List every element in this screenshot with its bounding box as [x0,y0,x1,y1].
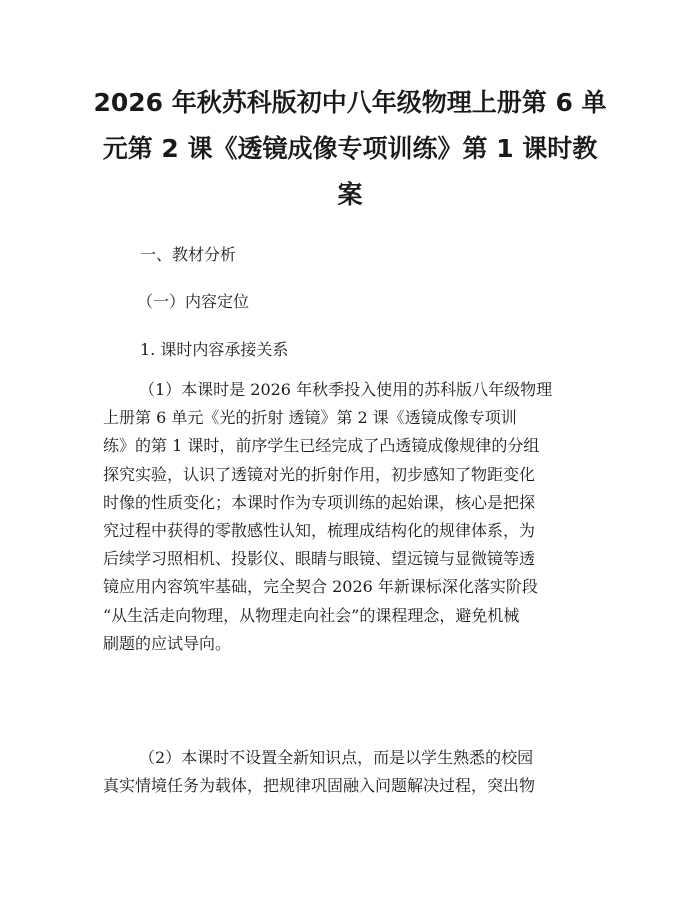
paragraph-line: 上册第 6 单元《光的折射 透镜》第 2 课《透镜成像专项训 [103,408,517,428]
paragraph-line: 刷题的应试导向。 [103,633,232,653]
paragraph-line: （1）本课时是 2026 年秋季投入使用的苏科版八年级物理 [139,380,553,399]
section-heading-1: 一、教材分析 [140,245,237,264]
paragraph-line: 后续学习照相机、投影仪、眼睛与眼镜、望远镜与显微镜等透 [103,549,536,569]
paragraph-line: 时像的性质变化；本课时作为专项训练的起始课，核心是把探 [103,492,536,512]
subsubsection-heading: 1. 课时内容承接关系 [140,340,289,359]
paragraph-line: 究过程中获得的零散感性认知，梳理成结构化的规律体系，为 [103,521,536,541]
paragraph-line: 镜应用内容筑牢基础，完全契合 2026 年新课标深化落实阶段 [103,577,538,597]
paragraph-1 [103,376,603,658]
paragraph-line: 练》的第 1 课时，前序学生已经完成了凸透镜成像规律的分组 [103,436,540,456]
title-line: 2026 年秋苏科版初中八年级物理上册第 6 单 [93,88,607,117]
paragraph-line: 真实情境任务为载体，把规律巩固融入问题解决过程，突出物 [103,776,536,796]
document-title [70,80,630,218]
paragraph-2 [103,744,603,800]
subsection-heading: （一）内容定位 [137,292,250,311]
title-line: 元第 2 课《透镜成像专项训练》第 1 课时教 [102,134,598,163]
paragraph-line: “从生活走向物理，从物理走向社会”的课程理念，避免机械 [103,605,520,625]
title-line: 案 [337,180,363,209]
paragraph-line: 探究实验，认识了透镜对光的折射作用，初步感知了物距变化 [103,464,536,484]
paragraph-line: （2）本课时不设置全新知识点，而是以学生熟悉的校园 [139,748,534,767]
